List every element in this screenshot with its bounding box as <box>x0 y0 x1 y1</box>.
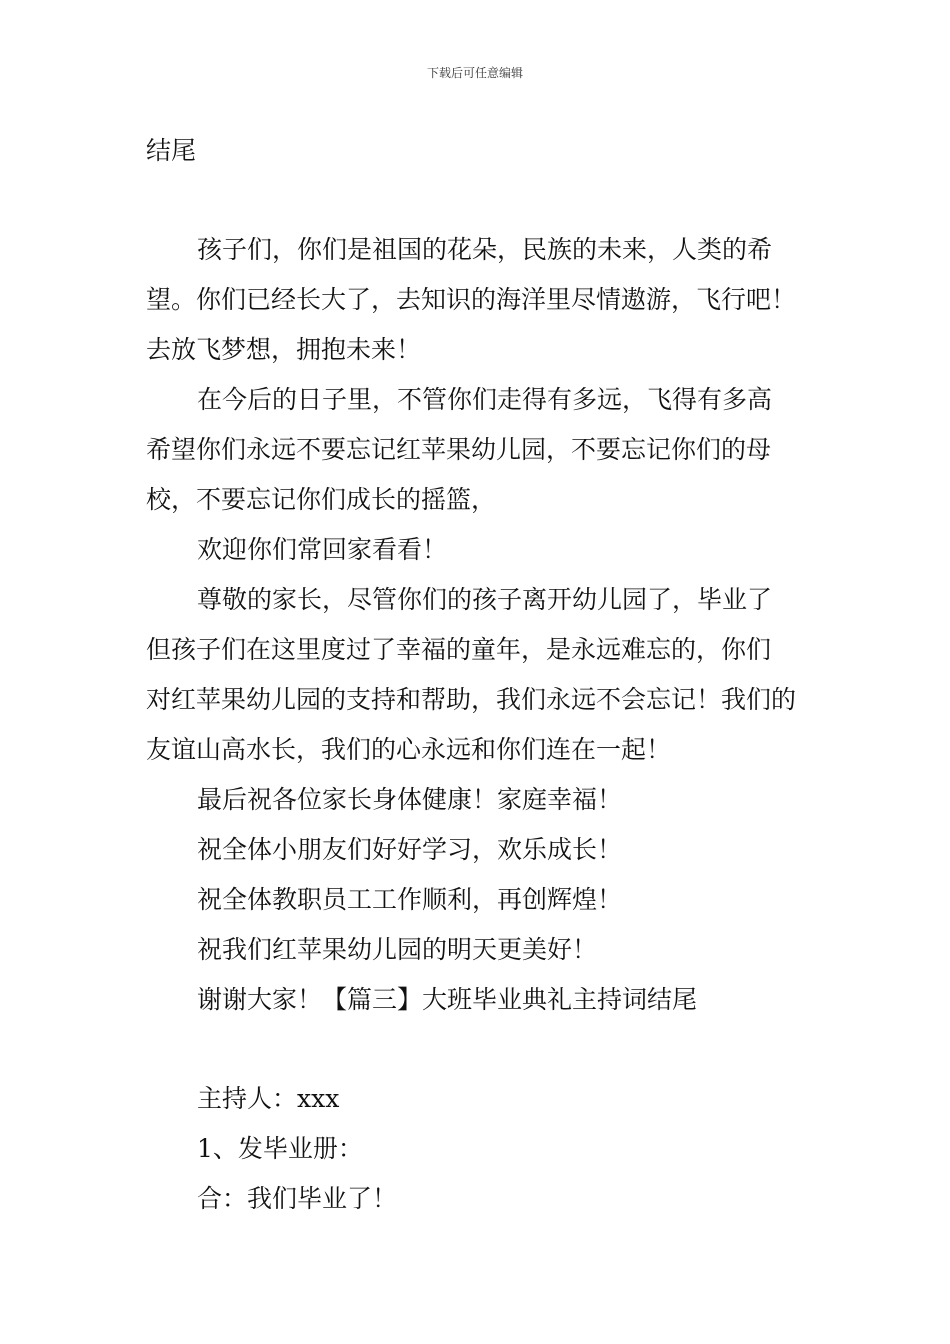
paragraph-line: 合：我们毕业了！ <box>197 1184 398 1213</box>
section-title: 结尾 <box>146 136 197 165</box>
paragraph-line: 最后祝各位家长身体健康！家庭幸福！ <box>197 785 623 814</box>
page-header: 下载后可任意编辑 <box>426 66 523 80</box>
paragraph-line: 祝全体教职员工工作顺利，再创辉煌！ <box>197 885 623 914</box>
paragraph-line: 欢迎你们常回家看看！ <box>197 535 448 564</box>
paragraph-line: 望。你们已经长大了，去知识的海洋里尽情遨游，飞行吧！ <box>146 285 797 314</box>
paragraph-line: 去放飞梦想，拥抱未来！ <box>146 335 422 364</box>
paragraph-line: 对红苹果幼儿园的支持和帮助，我们永远不会忘记！我们的 <box>146 685 797 714</box>
paragraph-line: 在今后的日子里，不管你们走得有多远，飞得有多高 <box>197 385 773 414</box>
paragraph-line: 孩子们，你们是祖国的花朵，民族的未来，人类的希 <box>197 235 773 264</box>
paragraph-line: 主持人：xxx <box>197 1084 340 1113</box>
paragraph-line: 希望你们永远不要忘记红苹果幼儿园，不要忘记你们的母 <box>146 435 772 464</box>
paragraph-line: 但孩子们在这里度过了幸福的童年，是永远难忘的，你们 <box>146 635 772 664</box>
paragraph-line: 谢谢大家！【篇三】大班毕业典礼主持词结尾 <box>197 985 698 1014</box>
paragraph-line: 友谊山高水长，我们的心永远和你们连在一起！ <box>146 735 672 764</box>
paragraph-line: 校，不要忘记你们成长的摇篮， <box>146 485 497 514</box>
paragraph-line: 1、发毕业册： <box>197 1134 363 1163</box>
paragraph-line: 祝我们红苹果幼儿园的明天更美好！ <box>197 935 598 964</box>
paragraph-line: 尊敬的家长，尽管你们的孩子离开幼儿园了，毕业了 <box>197 585 773 614</box>
paragraph-line: 祝全体小朋友们好好学习，欢乐成长！ <box>197 835 623 864</box>
